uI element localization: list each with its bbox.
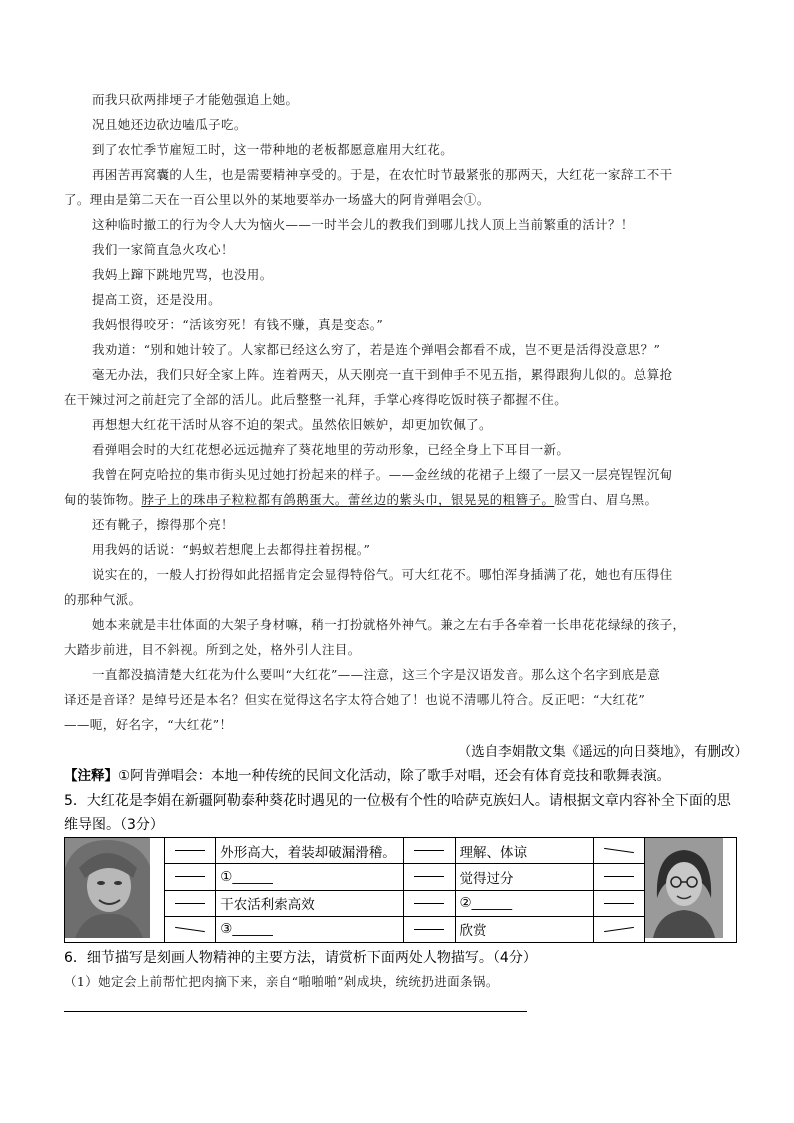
- passage-line: 在干辣过河之前赶完了全部的活儿。此后整整一礼拜，手掌心疼得吃饭时筷子都握不住。: [64, 392, 568, 407]
- connector: [403, 890, 455, 916]
- passage-line: ——呃，好名字，“大红花”！: [64, 717, 233, 732]
- passage-line: 毫无办法，我们只好全家上阵。连着两天，从天刚亮一直干到伸手不见五指，累得跟狗儿似的。总算抢: [92, 367, 673, 382]
- passage-line: 这种临时撤工的行为令人大为恼火——一时半会儿的教我们到哪儿找人顶上当前繁重的活计？！: [92, 217, 634, 232]
- passage-line: 看弹唱会时的大红花想必远远抛弃了葵花地里的劳动形象，已经全身上下耳目一新。: [92, 442, 570, 457]
- passage-text: 甸的装饰物。: [64, 492, 142, 507]
- connector: [403, 864, 455, 890]
- connector: [593, 838, 645, 864]
- woman-with-glasses-image: [645, 838, 723, 938]
- passage-line: 译还是音译？是绰号还是本名？但实在觉得这名字太符合她了！也说不清哪儿符合。反正吧：“大红花”: [64, 692, 646, 707]
- woman-in-headscarf-image: [65, 838, 150, 938]
- mind-map-right-item-1: 理解、体谅: [455, 838, 593, 864]
- connector: [164, 838, 216, 864]
- mind-map-left-item-1: 外形高大，着装却破漏滑稽。: [216, 838, 404, 864]
- passage-line: 再困苦再窝囊的人生，也是需要精神享受的。于是，在农忙时节最紧张的那两天，大红花一家辞工不干: [92, 167, 673, 182]
- mind-map-left-item-4[interactable]: ③______: [216, 916, 404, 942]
- passage-line: 我妈恨得咬牙：“活该穷死！有钱不赚，真是变态。”: [92, 317, 384, 332]
- mind-map-left-item-3: 干农活利索高效: [216, 890, 404, 916]
- dahonghua-portrait: [65, 838, 165, 943]
- passage-line: 了。理由是第二天在一百公里以外的某地要举办一场盛大的阿肯弹唱会①。: [64, 192, 490, 207]
- passage-line: 再想想大红花干活时从容不迫的架式。虽然依旧嫉妒，却更加钦佩了。: [92, 417, 492, 432]
- connector: [593, 890, 645, 916]
- passage-line: 一直都没搞清楚大红花为什么要叫“大红花”——注意，这三个字是汉语发音。那么这个名字到底是意: [92, 667, 661, 682]
- passage-line: 她本来就是丰壮体面的大架子身材嘛，稍一打扮就格外神气。兼之左右手各牵着一长串花花绿绿的孩子，: [92, 617, 686, 632]
- connector: [593, 916, 645, 942]
- passage-text: 脸雪白、眉乌黑。: [554, 492, 658, 507]
- passage-line: 大踏步前进，目不斜视。所到之处，格外引人注目。: [64, 642, 361, 657]
- mind-map-right-item-4: 欣赏: [455, 916, 593, 942]
- connector: [164, 916, 216, 942]
- mind-map-right-item-3[interactable]: ②______: [455, 890, 593, 916]
- author-portrait: [645, 838, 737, 943]
- connector: [403, 916, 455, 942]
- passage-line: 而我只砍两排埂子才能勉强追上她。: [92, 92, 299, 107]
- question-6-prompt: 6．细节描写是刻画人物精神的主要方法，请赏析下面两处人物描写。（4分）: [64, 950, 537, 966]
- passage-line: 我们一家简直急火攻心！: [92, 242, 234, 257]
- passage-line: 我曾在阿克哈拉的集市街头见过她打扮起来的样子。——金丝绒的花裙子上缀了一层又一层亮锃锃沉甸: [92, 467, 673, 482]
- connector: [164, 864, 216, 890]
- question-5-prompt: 5．大红花是李娟在新疆阿勒泰种葵花时遇见的一位极有个性的哈萨克族妇人。请根据文章内容补全下面的思: [64, 793, 731, 809]
- connector: [164, 890, 216, 916]
- passage-line: 还有靴子，擦得那个亮！: [92, 517, 234, 532]
- answer-line[interactable]: [64, 1011, 527, 1012]
- underlined-sentence-1: 脖子上的珠串子粒粒都有鸽鹅蛋大。: [141, 492, 348, 507]
- mind-map-left-item-2: ①______: [216, 864, 404, 890]
- passage-line-with-underlines: [64, 490, 657, 508]
- annotation-text: ①阿肯弹唱会：本地一种传统的民间文化活动，除了歌手对唱，还会有体育竞技和歌舞表演。: [118, 768, 671, 784]
- question-6-item-1: （1）她定会上前帮忙把肉摘下来，亲自“啪啪啪”剁成块，统统扔进面条锅。: [64, 974, 499, 989]
- connector: [593, 864, 645, 890]
- passage-line: 况且她还边砍边嗑瓜子吃。: [92, 117, 247, 132]
- mind-map-right-item-2: 觉得过分: [455, 864, 593, 890]
- connector: [403, 838, 455, 864]
- mind-map-table: [64, 837, 737, 943]
- passage-line: 我妈上蹿下跳地咒骂，也没用。: [92, 267, 273, 282]
- passage-line: 用我妈的话说：“蚂蚁若想爬上去都得拄着拐棍。”: [92, 542, 371, 557]
- source-citation: （选自李娟散文集《遥远的向日葵地》，有删改）: [457, 744, 748, 760]
- passage-line: 说实在的，一般人打扮得如此招摇肯定会显得特俗气。可大红花不。哪怕浑身插满了花，她也有压得住: [92, 567, 673, 582]
- passage-line: 我劝道：“别和她计较了。人家都已经这么穷了，若是连个弹唱会都看不成，岂不更是活得没意思？”: [92, 342, 661, 357]
- passage-line: 提高工资，还是没用。: [92, 292, 222, 307]
- underlined-sentence-2: 蕾丝边的紫头巾，银晃晃的粗簪子。: [347, 492, 555, 507]
- passage-line: 的那种气派。: [64, 592, 142, 607]
- annotation: [64, 764, 670, 784]
- question-5-prompt-cont: 维导图。（3分）: [64, 817, 164, 833]
- passage-line: 到了农忙季节雇短工时，这一带种地的老板都愿意雇用大红花。: [92, 142, 454, 157]
- annotation-label: 【注释】: [64, 768, 118, 784]
